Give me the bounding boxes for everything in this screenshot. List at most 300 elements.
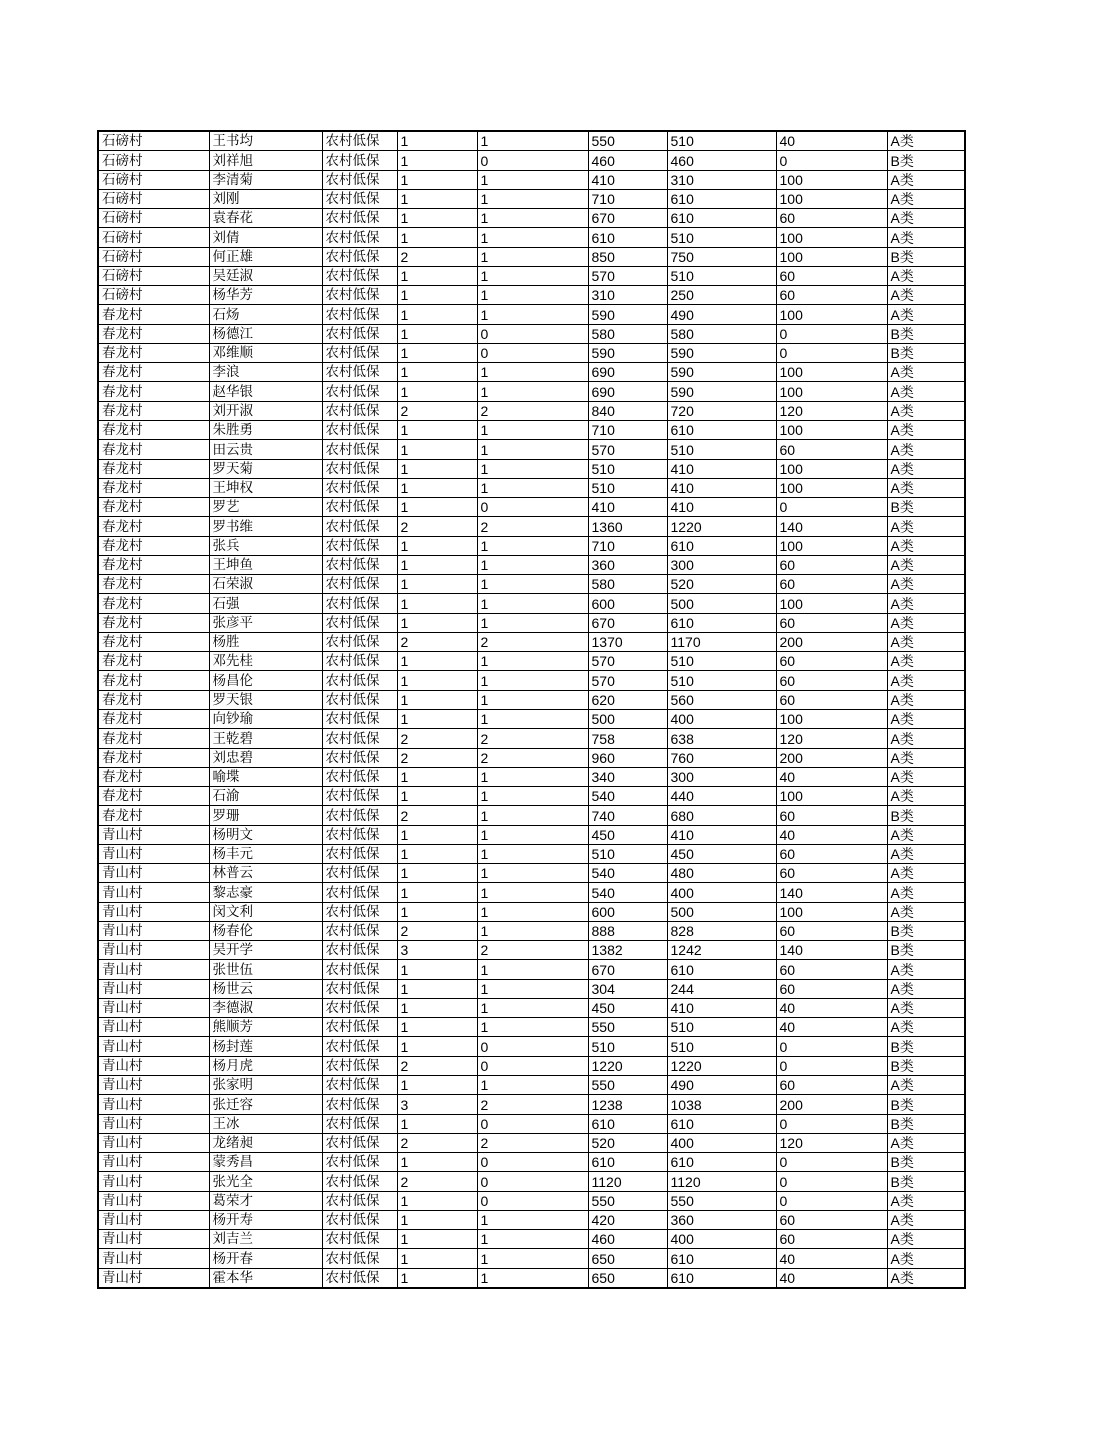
cell-covered-persons: 1 bbox=[477, 1249, 588, 1268]
cell-standard-amount: 410 bbox=[588, 170, 667, 189]
cell-household-size: 1 bbox=[397, 1268, 477, 1288]
cell-income-amount: 520 bbox=[667, 575, 776, 594]
cell-subsidy-amount: 140 bbox=[776, 883, 887, 902]
cell-name: 杨丰元 bbox=[209, 844, 322, 863]
cell-name: 罗天银 bbox=[209, 690, 322, 709]
cell-subsidy-amount: 100 bbox=[776, 787, 887, 806]
cell-name: 王乾碧 bbox=[209, 729, 322, 748]
cell-subsidy-amount: 60 bbox=[776, 209, 887, 228]
cell-covered-persons: 1 bbox=[477, 844, 588, 863]
cell-standard-amount: 1220 bbox=[588, 1056, 667, 1075]
cell-subsidy-amount: 60 bbox=[776, 1076, 887, 1095]
cell-name: 李浪 bbox=[209, 363, 322, 382]
cell-income-amount: 310 bbox=[667, 170, 776, 189]
cell-covered-persons: 1 bbox=[477, 266, 588, 285]
cell-household-size: 1 bbox=[397, 440, 477, 459]
cell-standard-amount: 670 bbox=[588, 209, 667, 228]
cell-subsidy-amount: 0 bbox=[776, 1056, 887, 1075]
cell-standard-amount: 410 bbox=[588, 498, 667, 517]
cell-category: 农村低保 bbox=[322, 1095, 397, 1114]
cell-covered-persons: 1 bbox=[477, 363, 588, 382]
cell-covered-persons: 1 bbox=[477, 825, 588, 844]
cell-income-amount: 1038 bbox=[667, 1095, 776, 1114]
cell-class: A类 bbox=[887, 960, 965, 979]
cell-name: 林普云 bbox=[209, 864, 322, 883]
cell-category: 农村低保 bbox=[322, 864, 397, 883]
table-row bbox=[98, 883, 965, 902]
cell-category: 农村低保 bbox=[322, 286, 397, 305]
cell-household-size: 2 bbox=[397, 247, 477, 266]
table-row bbox=[98, 1037, 965, 1056]
cell-income-amount: 590 bbox=[667, 363, 776, 382]
cell-household-size: 1 bbox=[397, 844, 477, 863]
cell-category: 农村低保 bbox=[322, 440, 397, 459]
cell-category: 农村低保 bbox=[322, 305, 397, 324]
cell-class: A类 bbox=[887, 652, 965, 671]
cell-standard-amount: 650 bbox=[588, 1249, 667, 1268]
cell-subsidy-amount: 100 bbox=[776, 382, 887, 401]
cell-subsidy-amount: 140 bbox=[776, 941, 887, 960]
cell-household-size: 1 bbox=[397, 1230, 477, 1249]
cell-village: 青山村 bbox=[98, 941, 209, 960]
cell-household-size: 2 bbox=[397, 921, 477, 940]
cell-class: B类 bbox=[887, 247, 965, 266]
cell-household-size: 3 bbox=[397, 1095, 477, 1114]
cell-income-amount: 1220 bbox=[667, 517, 776, 536]
cell-standard-amount: 1120 bbox=[588, 1172, 667, 1191]
cell-subsidy-amount: 40 bbox=[776, 767, 887, 786]
cell-household-size: 2 bbox=[397, 748, 477, 767]
cell-subsidy-amount: 40 bbox=[776, 1018, 887, 1037]
cell-standard-amount: 540 bbox=[588, 883, 667, 902]
cell-class: A类 bbox=[887, 709, 965, 728]
cell-category: 农村低保 bbox=[322, 1133, 397, 1152]
cell-category: 农村低保 bbox=[322, 844, 397, 863]
cell-household-size: 1 bbox=[397, 209, 477, 228]
cell-income-amount: 400 bbox=[667, 709, 776, 728]
cell-name: 向钞瑜 bbox=[209, 709, 322, 728]
cell-subsidy-amount: 100 bbox=[776, 170, 887, 189]
cell-subsidy-amount: 100 bbox=[776, 420, 887, 439]
cell-income-amount: 760 bbox=[667, 748, 776, 767]
cell-village: 春龙村 bbox=[98, 729, 209, 748]
cell-household-size: 1 bbox=[397, 709, 477, 728]
cell-covered-persons: 1 bbox=[477, 1076, 588, 1095]
cell-class: A类 bbox=[887, 979, 965, 998]
cell-category: 农村低保 bbox=[322, 941, 397, 960]
cell-standard-amount: 710 bbox=[588, 420, 667, 439]
cell-category: 农村低保 bbox=[322, 247, 397, 266]
cell-class: A类 bbox=[887, 864, 965, 883]
cell-village: 春龙村 bbox=[98, 671, 209, 690]
cell-subsidy-amount: 0 bbox=[776, 1191, 887, 1210]
cell-standard-amount: 540 bbox=[588, 864, 667, 883]
cell-covered-persons: 1 bbox=[477, 767, 588, 786]
table-row bbox=[98, 1249, 965, 1268]
cell-income-amount: 610 bbox=[667, 1153, 776, 1172]
table-row bbox=[98, 1133, 965, 1152]
cell-class: A类 bbox=[887, 1018, 965, 1037]
cell-name: 葛荣才 bbox=[209, 1191, 322, 1210]
cell-subsidy-amount: 60 bbox=[776, 921, 887, 940]
cell-covered-persons: 1 bbox=[477, 247, 588, 266]
cell-household-size: 1 bbox=[397, 902, 477, 921]
table-row bbox=[98, 767, 965, 786]
cell-subsidy-amount: 120 bbox=[776, 729, 887, 748]
cell-class: A类 bbox=[887, 382, 965, 401]
cell-subsidy-amount: 60 bbox=[776, 806, 887, 825]
cell-covered-persons: 1 bbox=[477, 652, 588, 671]
cell-income-amount: 560 bbox=[667, 690, 776, 709]
cell-subsidy-amount: 60 bbox=[776, 652, 887, 671]
cell-standard-amount: 740 bbox=[588, 806, 667, 825]
cell-name: 刘刚 bbox=[209, 189, 322, 208]
table-row bbox=[98, 671, 965, 690]
cell-category: 农村低保 bbox=[322, 1191, 397, 1210]
cell-name: 王冰 bbox=[209, 1114, 322, 1133]
cell-category: 农村低保 bbox=[322, 613, 397, 632]
cell-household-size: 1 bbox=[397, 979, 477, 998]
cell-name: 石强 bbox=[209, 594, 322, 613]
cell-income-amount: 490 bbox=[667, 1076, 776, 1095]
cell-household-size: 1 bbox=[397, 266, 477, 285]
cell-name: 袁春花 bbox=[209, 209, 322, 228]
cell-household-size: 1 bbox=[397, 324, 477, 343]
cell-standard-amount: 1360 bbox=[588, 517, 667, 536]
cell-standard-amount: 580 bbox=[588, 575, 667, 594]
cell-name: 刘倩 bbox=[209, 228, 322, 247]
cell-category: 农村低保 bbox=[322, 1230, 397, 1249]
cell-name: 石渝 bbox=[209, 787, 322, 806]
table-row bbox=[98, 478, 965, 497]
cell-class: A类 bbox=[887, 575, 965, 594]
cell-class: A类 bbox=[887, 209, 965, 228]
cell-income-amount: 450 bbox=[667, 844, 776, 863]
cell-class: A类 bbox=[887, 613, 965, 632]
table-row bbox=[98, 1056, 965, 1075]
cell-class: B类 bbox=[887, 941, 965, 960]
cell-covered-persons: 1 bbox=[477, 864, 588, 883]
cell-covered-persons: 1 bbox=[477, 1268, 588, 1288]
cell-name: 王书均 bbox=[209, 131, 322, 151]
cell-category: 农村低保 bbox=[322, 478, 397, 497]
cell-category: 农村低保 bbox=[322, 729, 397, 748]
cell-name: 刘祥旭 bbox=[209, 151, 322, 170]
cell-village: 春龙村 bbox=[98, 787, 209, 806]
table-row bbox=[98, 902, 965, 921]
cell-village: 春龙村 bbox=[98, 343, 209, 362]
cell-name: 蒙秀昌 bbox=[209, 1153, 322, 1172]
cell-subsidy-amount: 40 bbox=[776, 825, 887, 844]
table-row bbox=[98, 594, 965, 613]
cell-name: 刘吉兰 bbox=[209, 1230, 322, 1249]
cell-category: 农村低保 bbox=[322, 1172, 397, 1191]
cell-village: 春龙村 bbox=[98, 632, 209, 651]
cell-covered-persons: 0 bbox=[477, 1037, 588, 1056]
cell-subsidy-amount: 100 bbox=[776, 247, 887, 266]
cell-category: 农村低保 bbox=[322, 1037, 397, 1056]
table-row bbox=[98, 324, 965, 343]
cell-income-amount: 610 bbox=[667, 1249, 776, 1268]
cell-class: A类 bbox=[887, 131, 965, 151]
cell-subsidy-amount: 100 bbox=[776, 459, 887, 478]
cell-class: A类 bbox=[887, 1249, 965, 1268]
cell-household-size: 1 bbox=[397, 1191, 477, 1210]
cell-class: A类 bbox=[887, 1133, 965, 1152]
cell-covered-persons: 2 bbox=[477, 632, 588, 651]
cell-income-amount: 410 bbox=[667, 998, 776, 1017]
cell-class: A类 bbox=[887, 1230, 965, 1249]
table-row bbox=[98, 440, 965, 459]
cell-standard-amount: 550 bbox=[588, 1191, 667, 1210]
cell-covered-persons: 0 bbox=[477, 1114, 588, 1133]
cell-village: 青山村 bbox=[98, 1076, 209, 1095]
cell-category: 农村低保 bbox=[322, 979, 397, 998]
cell-household-size: 1 bbox=[397, 170, 477, 189]
table-row bbox=[98, 498, 965, 517]
cell-category: 农村低保 bbox=[322, 324, 397, 343]
cell-subsidy-amount: 40 bbox=[776, 998, 887, 1017]
cell-standard-amount: 450 bbox=[588, 825, 667, 844]
cell-subsidy-amount: 60 bbox=[776, 864, 887, 883]
cell-income-amount: 590 bbox=[667, 382, 776, 401]
cell-standard-amount: 690 bbox=[588, 382, 667, 401]
cell-name: 刘忠碧 bbox=[209, 748, 322, 767]
cell-category: 农村低保 bbox=[322, 363, 397, 382]
cell-covered-persons: 1 bbox=[477, 228, 588, 247]
cell-income-amount: 460 bbox=[667, 151, 776, 170]
cell-class: A类 bbox=[887, 1076, 965, 1095]
cell-subsidy-amount: 100 bbox=[776, 478, 887, 497]
cell-class: A类 bbox=[887, 536, 965, 555]
cell-income-amount: 550 bbox=[667, 1191, 776, 1210]
cell-name: 罗艺 bbox=[209, 498, 322, 517]
table-row bbox=[98, 652, 965, 671]
cell-household-size: 1 bbox=[397, 998, 477, 1017]
cell-standard-amount: 758 bbox=[588, 729, 667, 748]
cell-subsidy-amount: 0 bbox=[776, 498, 887, 517]
cell-household-size: 1 bbox=[397, 1076, 477, 1095]
cell-income-amount: 720 bbox=[667, 401, 776, 420]
cell-village: 青山村 bbox=[98, 960, 209, 979]
cell-income-amount: 400 bbox=[667, 1133, 776, 1152]
cell-subsidy-amount: 60 bbox=[776, 844, 887, 863]
table-row bbox=[98, 1210, 965, 1229]
cell-subsidy-amount: 60 bbox=[776, 555, 887, 574]
cell-village: 青山村 bbox=[98, 1133, 209, 1152]
cell-covered-persons: 2 bbox=[477, 517, 588, 536]
cell-class: A类 bbox=[887, 1268, 965, 1288]
cell-covered-persons: 1 bbox=[477, 787, 588, 806]
cell-income-amount: 510 bbox=[667, 228, 776, 247]
cell-standard-amount: 840 bbox=[588, 401, 667, 420]
cell-subsidy-amount: 100 bbox=[776, 189, 887, 208]
table-row bbox=[98, 941, 965, 960]
cell-income-amount: 750 bbox=[667, 247, 776, 266]
table-row bbox=[98, 806, 965, 825]
cell-village: 石磅村 bbox=[98, 189, 209, 208]
table-row bbox=[98, 382, 965, 401]
cell-household-size: 1 bbox=[397, 671, 477, 690]
cell-village: 春龙村 bbox=[98, 709, 209, 728]
cell-household-size: 2 bbox=[397, 806, 477, 825]
cell-category: 农村低保 bbox=[322, 209, 397, 228]
cell-name: 李德淑 bbox=[209, 998, 322, 1017]
cell-name: 田云贵 bbox=[209, 440, 322, 459]
cell-class: A类 bbox=[887, 690, 965, 709]
cell-category: 农村低保 bbox=[322, 1114, 397, 1133]
cell-household-size: 2 bbox=[397, 632, 477, 651]
cell-income-amount: 590 bbox=[667, 343, 776, 362]
cell-subsidy-amount: 200 bbox=[776, 632, 887, 651]
cell-covered-persons: 1 bbox=[477, 189, 588, 208]
cell-standard-amount: 580 bbox=[588, 324, 667, 343]
cell-covered-persons: 1 bbox=[477, 555, 588, 574]
cell-household-size: 1 bbox=[397, 459, 477, 478]
cell-class: B类 bbox=[887, 343, 965, 362]
cell-village: 青山村 bbox=[98, 844, 209, 863]
cell-standard-amount: 710 bbox=[588, 189, 667, 208]
cell-subsidy-amount: 40 bbox=[776, 1268, 887, 1288]
cell-class: B类 bbox=[887, 1114, 965, 1133]
cell-income-amount: 1220 bbox=[667, 1056, 776, 1075]
cell-subsidy-amount: 60 bbox=[776, 690, 887, 709]
cell-standard-amount: 310 bbox=[588, 286, 667, 305]
cell-name: 罗书维 bbox=[209, 517, 322, 536]
cell-standard-amount: 500 bbox=[588, 709, 667, 728]
cell-covered-persons: 1 bbox=[477, 536, 588, 555]
cell-covered-persons: 1 bbox=[477, 594, 588, 613]
cell-class: A类 bbox=[887, 420, 965, 439]
cell-household-size: 1 bbox=[397, 363, 477, 382]
cell-income-amount: 510 bbox=[667, 671, 776, 690]
cell-household-size: 2 bbox=[397, 1172, 477, 1191]
cell-category: 农村低保 bbox=[322, 748, 397, 767]
cell-covered-persons: 2 bbox=[477, 401, 588, 420]
cell-standard-amount: 620 bbox=[588, 690, 667, 709]
cell-name: 邓先桂 bbox=[209, 652, 322, 671]
cell-standard-amount: 550 bbox=[588, 1076, 667, 1095]
cell-subsidy-amount: 0 bbox=[776, 1114, 887, 1133]
cell-class: A类 bbox=[887, 787, 965, 806]
cell-village: 青山村 bbox=[98, 1018, 209, 1037]
cell-village: 春龙村 bbox=[98, 575, 209, 594]
cell-standard-amount: 650 bbox=[588, 1268, 667, 1288]
cell-category: 农村低保 bbox=[322, 189, 397, 208]
cell-class: A类 bbox=[887, 729, 965, 748]
cell-category: 农村低保 bbox=[322, 709, 397, 728]
cell-category: 农村低保 bbox=[322, 459, 397, 478]
table-row bbox=[98, 305, 965, 324]
table-row bbox=[98, 401, 965, 420]
cell-household-size: 1 bbox=[397, 594, 477, 613]
table-row bbox=[98, 1191, 965, 1210]
cell-income-amount: 250 bbox=[667, 286, 776, 305]
table-row bbox=[98, 1268, 965, 1288]
cell-village: 春龙村 bbox=[98, 517, 209, 536]
cell-household-size: 1 bbox=[397, 382, 477, 401]
cell-category: 农村低保 bbox=[322, 767, 397, 786]
cell-village: 青山村 bbox=[98, 1249, 209, 1268]
table-row bbox=[98, 864, 965, 883]
table-row bbox=[98, 151, 965, 170]
cell-name: 杨华芳 bbox=[209, 286, 322, 305]
cell-class: B类 bbox=[887, 1153, 965, 1172]
cell-household-size: 1 bbox=[397, 960, 477, 979]
cell-income-amount: 610 bbox=[667, 536, 776, 555]
cell-household-size: 1 bbox=[397, 228, 477, 247]
cell-name: 邓维顺 bbox=[209, 343, 322, 362]
cell-covered-persons: 1 bbox=[477, 305, 588, 324]
cell-income-amount: 510 bbox=[667, 1018, 776, 1037]
cell-name: 杨德江 bbox=[209, 324, 322, 343]
cell-income-amount: 610 bbox=[667, 420, 776, 439]
table-row bbox=[98, 1095, 965, 1114]
cell-class: B类 bbox=[887, 1037, 965, 1056]
cell-standard-amount: 590 bbox=[588, 343, 667, 362]
cell-category: 农村低保 bbox=[322, 632, 397, 651]
table-row bbox=[98, 825, 965, 844]
cell-standard-amount: 1382 bbox=[588, 941, 667, 960]
cell-name: 张彦平 bbox=[209, 613, 322, 632]
table-row bbox=[98, 979, 965, 998]
cell-class: A类 bbox=[887, 748, 965, 767]
cell-income-amount: 360 bbox=[667, 1210, 776, 1229]
cell-category: 农村低保 bbox=[322, 998, 397, 1017]
cell-class: A类 bbox=[887, 286, 965, 305]
cell-covered-persons: 1 bbox=[477, 998, 588, 1017]
cell-household-size: 1 bbox=[397, 131, 477, 151]
cell-household-size: 1 bbox=[397, 420, 477, 439]
cell-village: 石磅村 bbox=[98, 286, 209, 305]
cell-household-size: 1 bbox=[397, 286, 477, 305]
cell-covered-persons: 0 bbox=[477, 1172, 588, 1191]
cell-village: 春龙村 bbox=[98, 440, 209, 459]
cell-class: A类 bbox=[887, 844, 965, 863]
cell-standard-amount: 600 bbox=[588, 902, 667, 921]
cell-standard-amount: 460 bbox=[588, 1230, 667, 1249]
cell-category: 农村低保 bbox=[322, 266, 397, 285]
table-row bbox=[98, 632, 965, 651]
cell-class: B类 bbox=[887, 921, 965, 940]
cell-village: 青山村 bbox=[98, 1210, 209, 1229]
cell-subsidy-amount: 60 bbox=[776, 1230, 887, 1249]
cell-class: A类 bbox=[887, 440, 965, 459]
cell-village: 青山村 bbox=[98, 1230, 209, 1249]
cell-covered-persons: 0 bbox=[477, 498, 588, 517]
cell-standard-amount: 450 bbox=[588, 998, 667, 1017]
cell-standard-amount: 610 bbox=[588, 1153, 667, 1172]
cell-class: A类 bbox=[887, 305, 965, 324]
cell-household-size: 1 bbox=[397, 1249, 477, 1268]
cell-standard-amount: 360 bbox=[588, 555, 667, 574]
cell-name: 刘开淑 bbox=[209, 401, 322, 420]
cell-name: 李清菊 bbox=[209, 170, 322, 189]
cell-village: 青山村 bbox=[98, 1191, 209, 1210]
cell-covered-persons: 1 bbox=[477, 1230, 588, 1249]
cell-standard-amount: 888 bbox=[588, 921, 667, 940]
cell-household-size: 1 bbox=[397, 536, 477, 555]
cell-class: B类 bbox=[887, 1095, 965, 1114]
cell-village: 春龙村 bbox=[98, 401, 209, 420]
cell-name: 黎志豪 bbox=[209, 883, 322, 902]
cell-subsidy-amount: 100 bbox=[776, 536, 887, 555]
cell-subsidy-amount: 60 bbox=[776, 1210, 887, 1229]
cell-standard-amount: 590 bbox=[588, 305, 667, 324]
cell-covered-persons: 1 bbox=[477, 170, 588, 189]
cell-category: 农村低保 bbox=[322, 555, 397, 574]
cell-income-amount: 500 bbox=[667, 594, 776, 613]
